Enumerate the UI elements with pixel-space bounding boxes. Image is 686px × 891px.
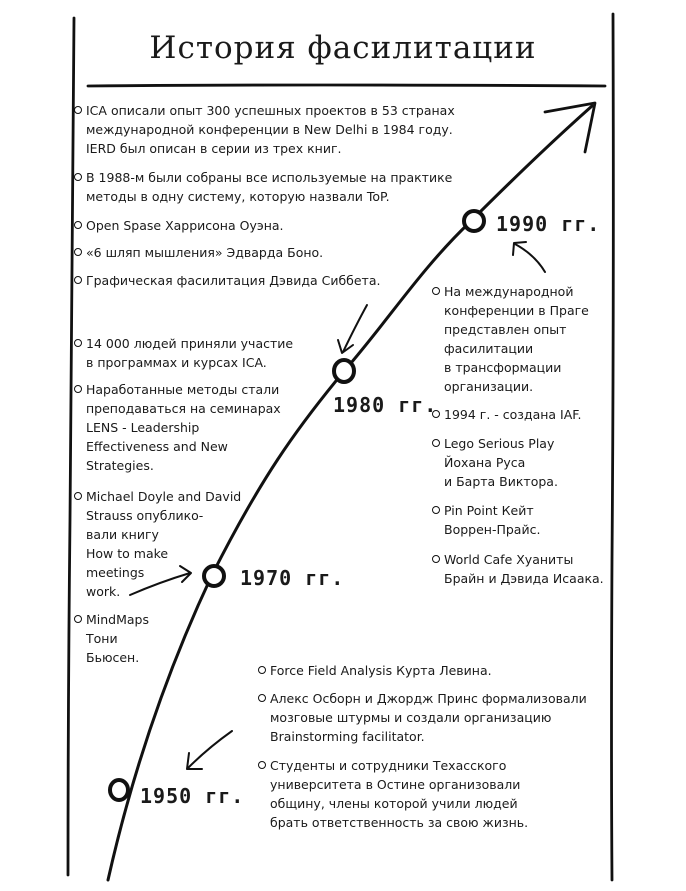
year-label-1970: 1970 гг. (240, 566, 345, 590)
node-1950 (110, 780, 128, 800)
note-ica-courses: 14 000 людей приняли участие в программах и курсах ICA. (74, 334, 293, 372)
note-ica-projects: ICA описали опыт 300 успешных проектов в 53 странах международной конференции в New Delhi в 1984 году. IERD был описан в серии из трех книг. (74, 101, 455, 158)
note-iaf-founded: 1994 г. - создана IAF. (432, 405, 581, 424)
pointer-arrow-1950 (188, 731, 232, 768)
note-pin-point: Pin Point Кейт Воррен-Прайс. (432, 501, 540, 539)
page-title: История фасилитации (149, 30, 537, 66)
note-doyle-strauss: Michael Doyle and David Strauss опублико- вали книгу How to make meetings work. (74, 487, 241, 601)
year-label-1990: 1990 гг. (496, 212, 601, 236)
note-six-hats: «6 шляп мышления» Эдварда Боно. (74, 243, 323, 262)
note-texas-university: Студенты и сотрудники Техасского университета в Остине организовали общину, члены которой учили людей брать ответственность за свою жизнь. (258, 756, 528, 832)
year-label-1950: 1950 гг. (140, 784, 245, 808)
note-force-field: Force Field Analysis Курта Левина. (258, 661, 492, 680)
note-prague-conference: На международной конференции в Праге представлен опыт фасилитации в трансформации организации. (432, 282, 589, 396)
node-1990 (464, 211, 484, 231)
right-border (612, 14, 614, 880)
note-brainstorming: Алекс Осборн и Джордж Принс формализовали мозговые штурмы и создали организацию Brainstorming facilitator. (258, 689, 587, 746)
note-mindmaps: MindMaps Тони Бьюсен. (74, 610, 149, 667)
note-lens-seminars: Наработанные методы стали преподаваться на семинарах LENS - Leadership Effectiveness and New Strategies. (74, 380, 281, 475)
note-lego-serious-play: Lego Serious Play Йохана Руса и Барта Виктора. (432, 434, 558, 491)
pointer-arrow-1990 (515, 244, 545, 272)
title-underline (88, 85, 605, 86)
year-label-1980: 1980 гг. (333, 393, 438, 417)
note-open-space: Open Spase Харрисона Оуэна. (74, 216, 284, 235)
note-graphic-facilitation: Графическая фасилитация Дэвида Сиббета. (74, 271, 380, 290)
note-top-system: В 1988-м были собраны все используемые на практике методы в одну систему, которую назвали ToP. (74, 168, 452, 206)
note-world-cafe: World Cafe Хуаниты Брайн и Дэвида Исаака. (432, 550, 604, 588)
node-1980 (334, 360, 354, 382)
pointer-arrow-1980 (343, 305, 367, 352)
